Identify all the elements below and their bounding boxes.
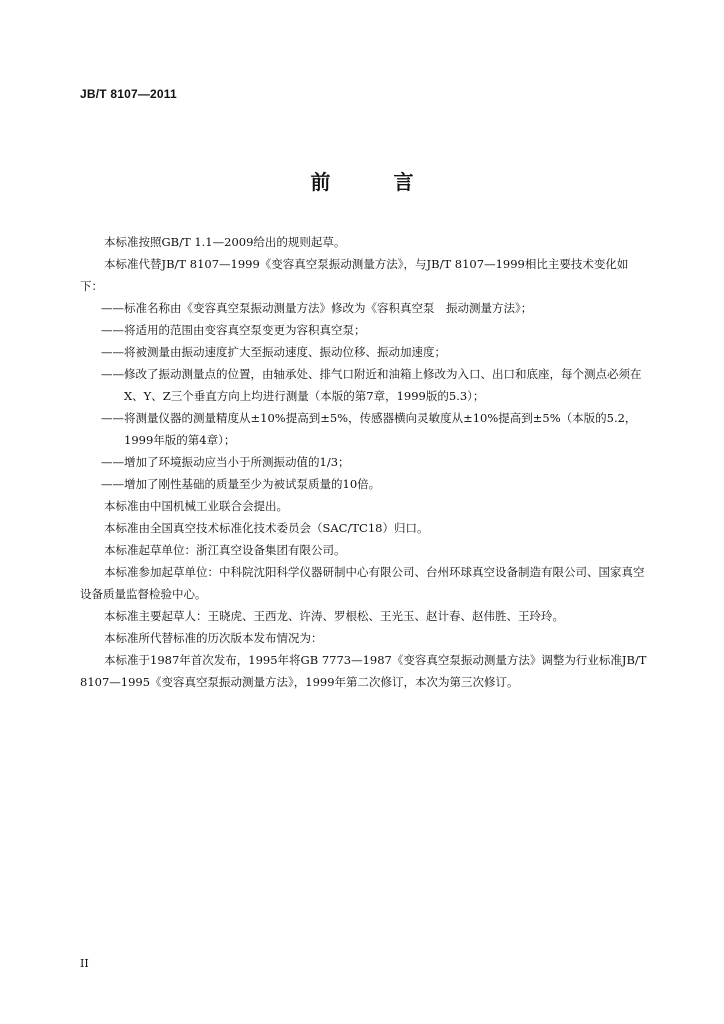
change-list-item: ——增加了刚性基础的质量至少为被试泵质量的10倍。 xyxy=(101,477,381,491)
paragraph: 本标准主要起草人：王晓虎、王西龙、许涛、罗根松、王光玉、赵计春、赵伟胜、王玲玲。 xyxy=(104,609,564,623)
paragraph: 本标准由中国机械工业联合会提出。 xyxy=(104,499,288,513)
change-list-item: ——将测量仪器的测量精度从±10%提高到±5%，传感器横向灵敏度从±10%提高到±5%（本版的5.2，1999年版的第4章）； xyxy=(101,411,637,447)
change-list-item: ——增加了环境振动应当小于所测振动值的1/3； xyxy=(101,455,350,469)
paragraph: 本标准所代替标准的历次版本发布情况为： xyxy=(104,631,323,645)
paragraph: 本标准由全国真空技术标准化技术委员会（SAC/TC18）归口。 xyxy=(104,521,429,535)
paragraph: 本标准代替JB/T 8107—1999《变容真空泵振动测量方法》，与JB/T 8107—1999相比主要技术变化如下： xyxy=(80,257,629,293)
paragraph: 本标准参加起草单位：中科院沈阳科学仪器研制中心有限公司、台州环球真空设备制造有限公司、国家真空设备质量监督检验中心。 xyxy=(80,565,645,601)
paragraph: 本标准于1987年首次发布，1995年将GB 7773—1987《变容真空泵振动测量方法》调整为行业标准JB/T 8107—1995《变容真空泵振动测量方法》，1999年第二次修订，本次为第三次修订。 xyxy=(80,653,647,689)
change-list-item: ——修改了振动测量点的位置，由轴承处、排气口附近和油箱上修改为入口、出口和底座，每个测点必须在X、Y、Z三个垂直方向上均进行测量（本版的第7章，1999版的5.3）； xyxy=(101,367,642,403)
change-list-item: ——将适用的范围由变容真空泵变更为容积真空泵； xyxy=(101,323,366,337)
change-list-item: ——标准名称由《变容真空泵振动测量方法》修改为《容积真空泵 振动测量方法》； xyxy=(101,301,533,315)
paragraph: 本标准按照GB/T 1.1—2009给出的规则起草。 xyxy=(104,235,346,249)
document-code: JB/T 8107—2011 xyxy=(80,87,177,101)
change-list-item: ——将被测量由振动速度扩大至振动速度、振动位移、振动加速度； xyxy=(101,345,446,359)
page-title: 前 言 xyxy=(310,170,442,194)
paragraph: 本标准起草单位：浙江真空设备集团有限公司。 xyxy=(104,543,346,557)
document-body xyxy=(80,231,648,693)
page-number: II xyxy=(80,957,89,970)
